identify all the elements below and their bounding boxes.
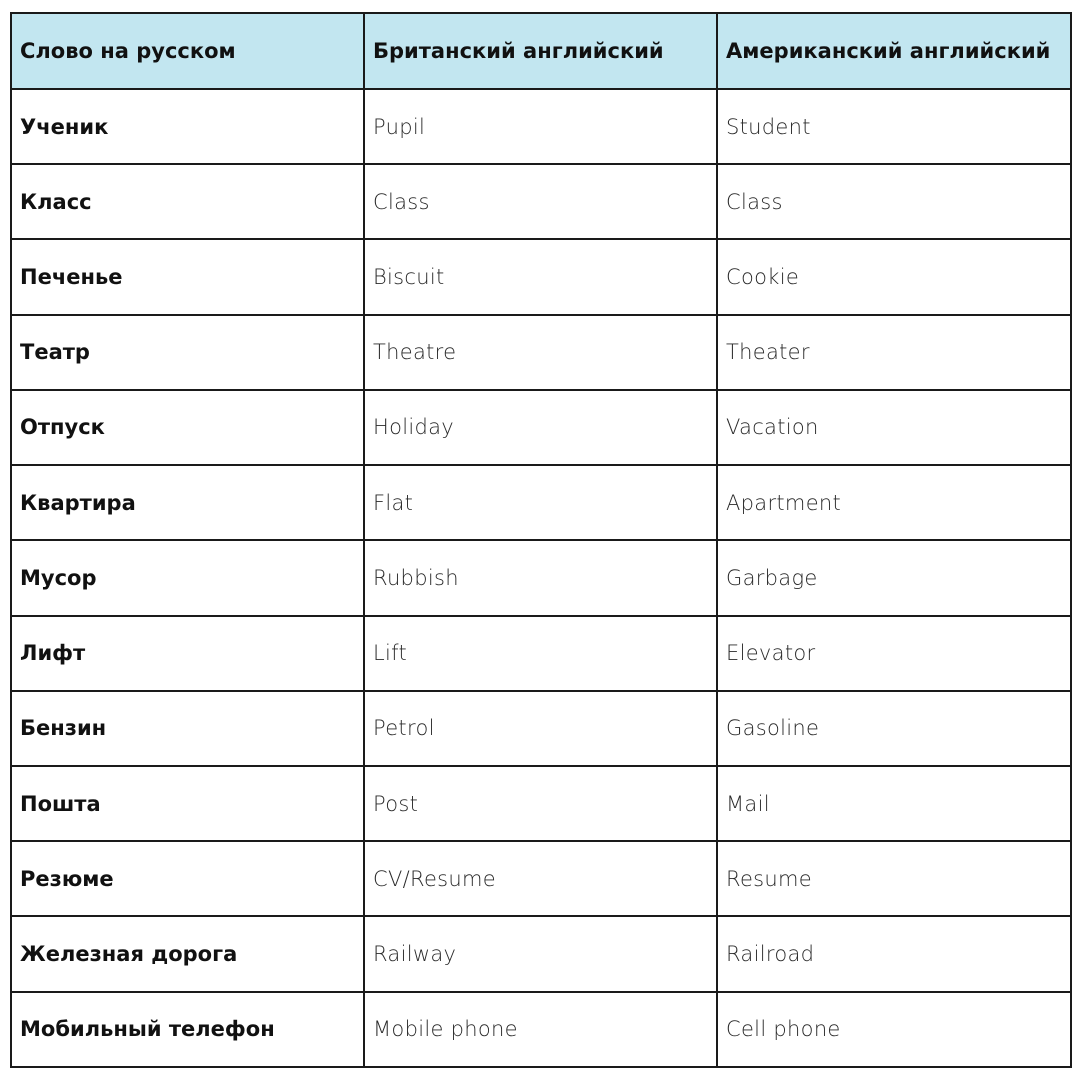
vocabulary-table [10,12,1072,1068]
american-word-cell: Cookie [717,239,1071,314]
table-row [11,916,1071,991]
russian-word-cell: Отпуск [11,390,364,465]
table-row [11,315,1071,390]
british-word-cell: CV/Resume [364,841,717,916]
russian-word-cell: Театр [11,315,364,390]
russian-word-cell: Мусор [11,540,364,615]
american-word-cell: Resume [717,841,1071,916]
british-word-cell: Mobile phone [364,992,717,1067]
table-row [11,841,1071,916]
american-word-cell: Vacation [717,390,1071,465]
british-word-cell: Rubbish [364,540,717,615]
british-word-cell: Petrol [364,691,717,766]
russian-word-cell: Мобильный телефон [11,992,364,1067]
american-word-cell: Class [717,164,1071,239]
british-word-cell: Class [364,164,717,239]
british-word-cell: Flat [364,465,717,540]
american-word-cell: Elevator [717,616,1071,691]
american-word-cell: Theater [717,315,1071,390]
table-row [11,691,1071,766]
american-word-cell: Mail [717,766,1071,841]
american-word-cell: Cell phone [717,992,1071,1067]
british-word-cell: Holiday [364,390,717,465]
header-row [11,13,1071,89]
british-word-cell: Pupil [364,89,717,164]
russian-word-cell: Пошта [11,766,364,841]
table-row [11,390,1071,465]
russian-word-cell: Лифт [11,616,364,691]
table-row [11,540,1071,615]
american-word-cell: Student [717,89,1071,164]
table-row [11,89,1071,164]
british-word-cell: Railway [364,916,717,991]
american-word-cell: Gasoline [717,691,1071,766]
table-row [11,992,1071,1067]
russian-word-cell: Квартира [11,465,364,540]
header-american-english: Американский английский [717,13,1071,89]
table-row [11,164,1071,239]
russian-word-cell: Бензин [11,691,364,766]
header-russian-word: Слово на русском [11,13,364,89]
russian-word-cell: Ученик [11,89,364,164]
russian-word-cell: Резюме [11,841,364,916]
american-word-cell: Garbage [717,540,1071,615]
british-word-cell: Theatre [364,315,717,390]
table-body [11,89,1071,1067]
russian-word-cell: Печенье [11,239,364,314]
british-word-cell: Biscuit [364,239,717,314]
table-header [11,13,1071,89]
table-row [11,766,1071,841]
table-row [11,465,1071,540]
american-word-cell: Railroad [717,916,1071,991]
british-word-cell: Lift [364,616,717,691]
british-word-cell: Post [364,766,717,841]
russian-word-cell: Железная дорога [11,916,364,991]
american-word-cell: Apartment [717,465,1071,540]
header-british-english: Британский английский [364,13,717,89]
table-row [11,239,1071,314]
table-row [11,616,1071,691]
russian-word-cell: Класс [11,164,364,239]
